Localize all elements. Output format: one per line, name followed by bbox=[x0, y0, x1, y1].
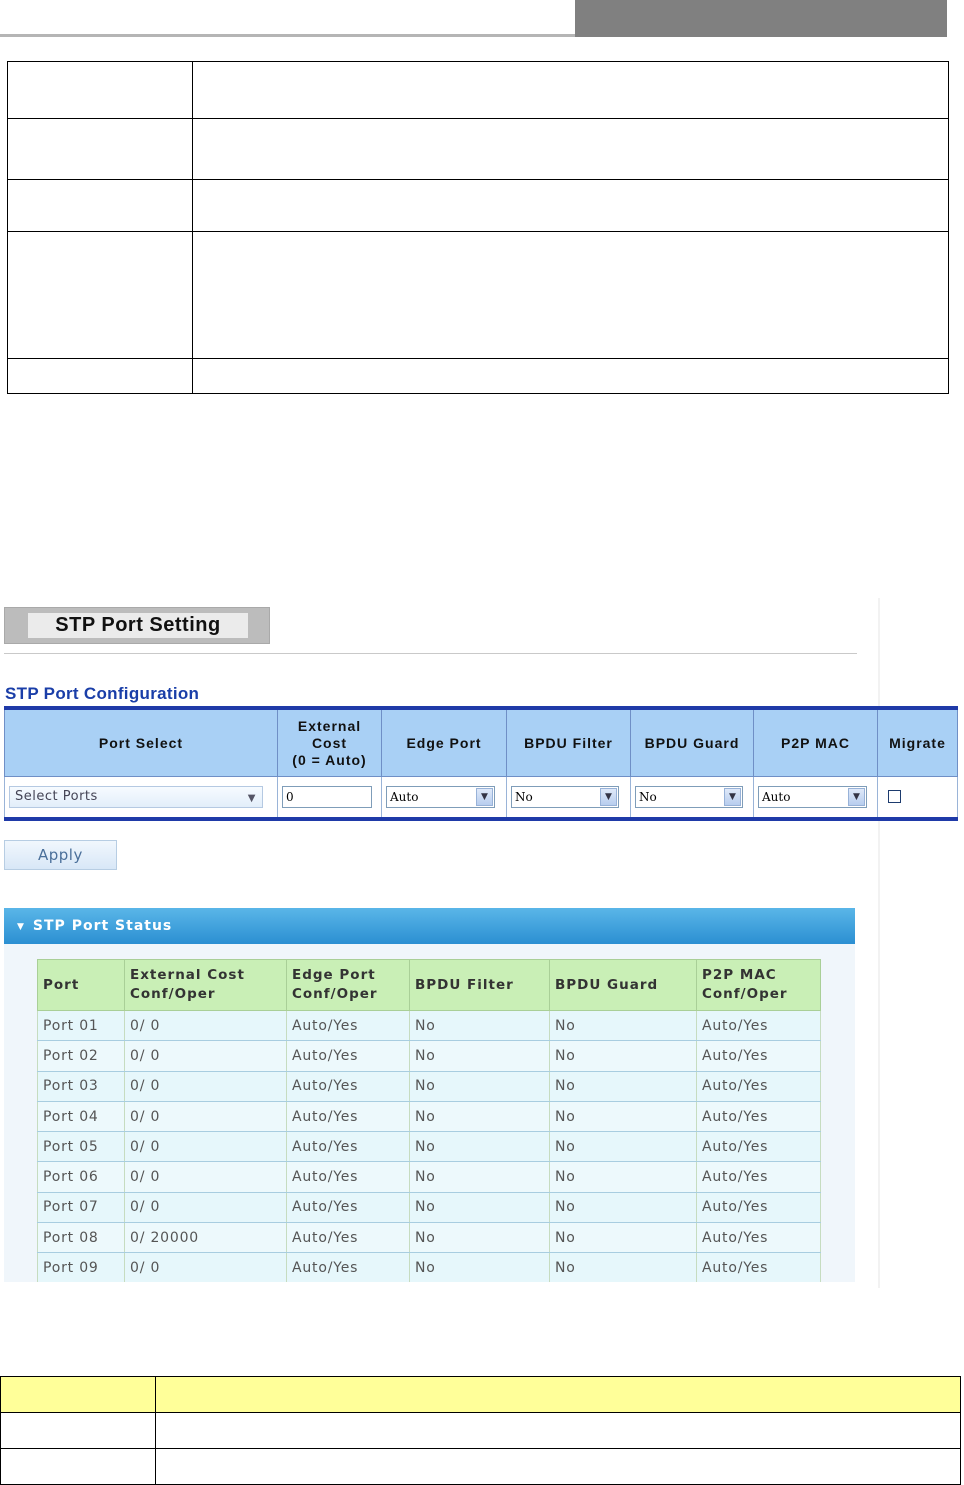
col-external-cost: External Cost (0 = Auto) bbox=[278, 708, 382, 777]
apply-button[interactable]: Apply bbox=[4, 840, 117, 870]
p2p-mac-select[interactable]: Auto ▼ bbox=[758, 786, 867, 808]
st-col-p2p-mac: P2P MAC Conf/Oper bbox=[697, 960, 821, 1011]
st-col-port: Port bbox=[38, 960, 125, 1011]
table-row: Port 01 0/ 0 Auto/Yes No No Auto/Yes bbox=[38, 1011, 821, 1041]
config-table bbox=[4, 706, 958, 821]
status-header-row bbox=[38, 960, 821, 1011]
external-cost-input[interactable]: 0 bbox=[282, 786, 372, 808]
doc-table-row bbox=[1, 1449, 961, 1485]
port-select-value: Select Ports bbox=[15, 789, 98, 804]
col-p2p-mac: P2P MAC bbox=[754, 708, 878, 777]
st-col-bpdu-guard: BPDU Guard bbox=[550, 960, 697, 1011]
col-migrate: Migrate bbox=[878, 708, 958, 777]
doc-table-top bbox=[7, 61, 949, 394]
table-row: Port 04 0/ 0 Auto/Yes No No Auto/Yes bbox=[38, 1101, 821, 1131]
chevron-down-icon[interactable]: ▼ bbox=[600, 788, 617, 806]
config-section-title: STP Port Configuration bbox=[5, 684, 200, 703]
table-row: Port 06 0/ 0 Auto/Yes No No Auto/Yes bbox=[38, 1162, 821, 1192]
col-bpdu-filter: BPDU Filter bbox=[507, 708, 631, 777]
chevron-down-icon: ▼ bbox=[247, 793, 256, 804]
st-col-bpdu-filter: BPDU Filter bbox=[410, 960, 550, 1011]
table-row: Port 08 0/ 20000 Auto/Yes No No Auto/Yes bbox=[38, 1223, 821, 1253]
col-bpdu-guard: BPDU Guard bbox=[631, 708, 754, 777]
title-divider bbox=[4, 653, 857, 654]
table-row: Port 03 0/ 0 Auto/Yes No No Auto/Yes bbox=[38, 1071, 821, 1101]
bpdu-guard-select[interactable]: No ▼ bbox=[635, 786, 743, 808]
col-edge-port: Edge Port bbox=[382, 708, 507, 777]
table-row: Port 07 0/ 0 Auto/Yes No No Auto/Yes bbox=[38, 1192, 821, 1222]
st-col-edge-port: Edge Port Conf/Oper bbox=[287, 960, 410, 1011]
status-table bbox=[37, 959, 821, 1284]
st-col-external-cost: External Cost Conf/Oper bbox=[125, 960, 287, 1011]
doc-table-row bbox=[1, 1413, 961, 1449]
bpdu-filter-select[interactable]: No ▼ bbox=[511, 786, 619, 808]
edge-port-select[interactable]: Auto ▼ bbox=[386, 786, 495, 808]
screenshot-edge bbox=[878, 598, 880, 1288]
doc-table-row bbox=[8, 180, 949, 232]
status-panel-title: STP Port Status bbox=[32, 918, 173, 934]
config-input-row bbox=[5, 777, 958, 820]
table-row: Port 05 0/ 0 Auto/Yes No No Auto/Yes bbox=[38, 1132, 821, 1162]
header-block bbox=[575, 0, 947, 37]
doc-table-row bbox=[8, 62, 949, 119]
doc-table-row bbox=[8, 359, 949, 394]
chevron-down-icon[interactable]: ▼ bbox=[724, 788, 741, 806]
chevron-down-icon[interactable]: ▼ bbox=[848, 788, 865, 806]
doc-table-row bbox=[8, 119, 949, 180]
chevron-down-icon[interactable]: ▼ bbox=[476, 788, 493, 806]
doc-table-bottom bbox=[0, 1376, 961, 1485]
header-rule bbox=[0, 34, 575, 37]
collapse-triangle-icon[interactable]: ▼ bbox=[17, 922, 25, 932]
migrate-checkbox[interactable] bbox=[888, 790, 901, 803]
port-select-dropdown[interactable] bbox=[9, 786, 263, 808]
status-panel-header[interactable] bbox=[4, 908, 855, 944]
page-title: STP Port Setting bbox=[28, 613, 248, 638]
table-row: Port 02 0/ 0 Auto/Yes No No Auto/Yes bbox=[38, 1041, 821, 1071]
config-header-row bbox=[5, 708, 958, 777]
doc-table-row bbox=[8, 232, 949, 359]
screenshot-crop-edge bbox=[4, 1282, 864, 1288]
doc-table-header-row bbox=[1, 1377, 961, 1413]
table-row: Port 09 0/ 0 Auto/Yes No No Auto/Yes bbox=[38, 1253, 821, 1283]
col-port-select: Port Select bbox=[5, 708, 278, 777]
